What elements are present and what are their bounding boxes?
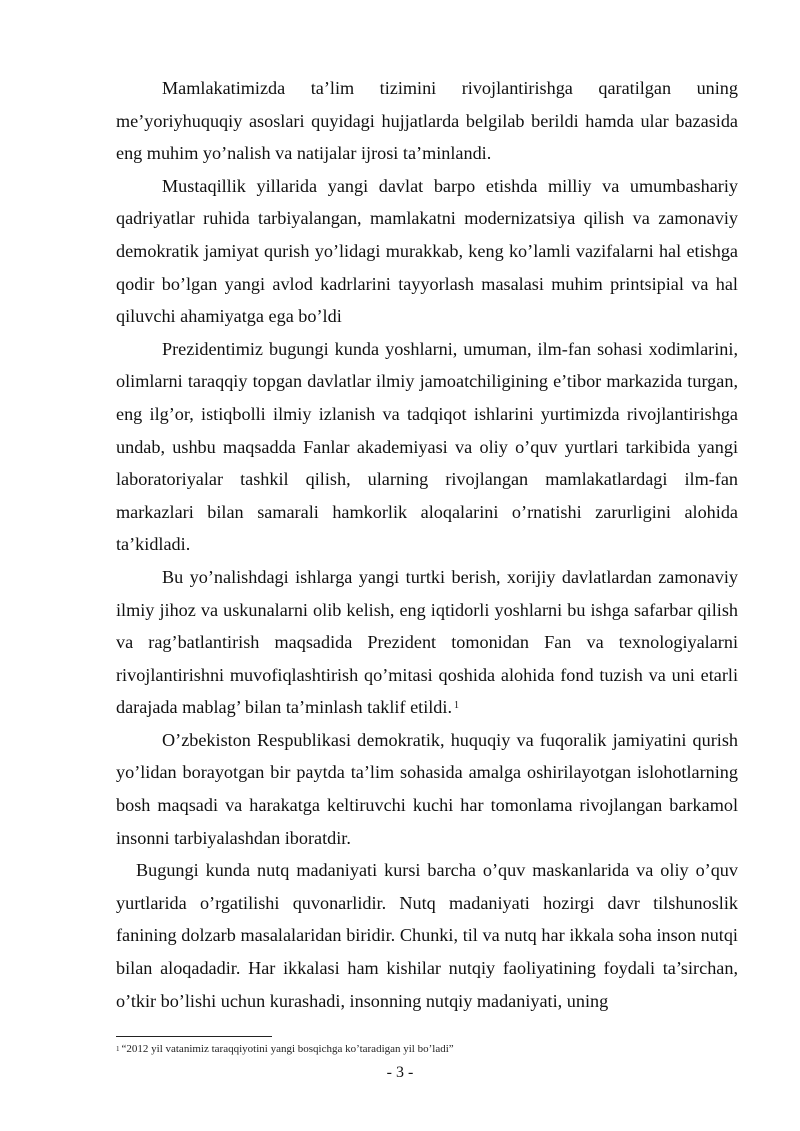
paragraph: Prezidentimiz bugungi kunda yoshlarni, umuman, ilm-fan sohasi xodimlarini, olimlarni taraqqiy topgan davlatlar ilmiy jamoatchiligining e’tibor markazida turgan, eng ilg’or, istiqbolli ilmiy izlanish va tadqiqot ishlarini yurtimizda rivojlantirishga undab, ushbu maqsadda Fanlar akademiyasi va oliy o’quv yurtlari tarkibida yangi laboratoriyalar tashkil qilish, ularning rivojlangan mamlakatlardagi ilm-fan markazlari bilan samarali hamkorlik aloqalarini o’rnatishi zarurligini alohida ta’kidladi. xyxy=(116,338,738,555)
document-body xyxy=(116,72,738,1017)
paragraph-text: Bu yo’nalishdagi ishlarga yangi turtki berish, xorijiy davlatlardan zamonaviy ilmiy jihoz va uskunalarni olib kelish, eng iqtidorli yoshlarni bu ishga safarbar qilish va rag’batlantirish maqsadida Prezident tomonidan Fan va texnologiyalarni rivojlantirishni muvofiqlashtirish qo’mitasi qoshida alohida fond tuzish va uni etarli darajada mablag’ bilan ta’minlash taklif etildi. xyxy=(116,566,738,718)
footnote xyxy=(116,1042,738,1056)
footnote-mark: 1 xyxy=(116,1045,120,1053)
paragraph-with-footnote xyxy=(116,561,738,724)
footnote-text: “2012 yil vatanimiz taraqqiyotini yangi bosqichga ko’taradigan yil bo’ladi” xyxy=(121,1043,454,1055)
paragraph: Bugungi kunda nutq madaniyati kursi barcha o’quv maskanlarida va oliy o’quv yurtlarida o’rgatilishi quvonarlidir. Nutq madaniyati hozirgi davr tilshunoslik fanining dolzarb masalalaridan biridir. Chunki, til va nutq har ikkala soha inson nutqi bilan aloqadadir. Har ikkalasi ham kishilar nutqiy faoliyatining foydali ta’sirchan, o’tkir bo’lishi uchun kurashadi, insonning nutqiy madaniyati, uning xyxy=(116,860,738,1011)
footnote-divider xyxy=(116,1036,272,1037)
footnote-reference[interactable]: 1 xyxy=(454,700,460,712)
paragraph: Mustaqillik yillarida yangi davlat barpo etishda milliy va umumbashariy qadriyatlar ruhida tarbiyalangan, mamlakatni modernizatsiya qilish va zamonaviy demokratik jamiyat qurish yo’lidagi murakkab, keng ko’lamli vazifalarni hal etishga qodir bo’lgan yangi avlod kadrlarini tayyorlash masalasi muhim printsipial va hal qiluvchi ahamiyatga ega bo’ldi xyxy=(116,175,738,327)
paragraph: O’zbekiston Respublikasi demokratik, huquqiy va fuqoralik jamiyatini qurish yo’lidan borayotgan bir paytda ta’lim sohasida amalga oshirilayotgan islohotlarning bosh maqsadi va harakatga keltiruvchi kuchi har tomonlama rivojlangan barkamol insonni tarbiyalashdan iboratdir. xyxy=(116,729,738,848)
paragraph: Mamlakatimizda ta’lim tizimini rivojlantirishga qaratilgan uning me’yoriyhuquqiy asoslari quyidagi hujjatlarda belgilab berildi hamda ular bazasida eng muhim yo’nalish va natijalar ijrosi ta’minlandi. xyxy=(116,78,738,164)
page-number: - 3 - xyxy=(386,1064,414,1081)
